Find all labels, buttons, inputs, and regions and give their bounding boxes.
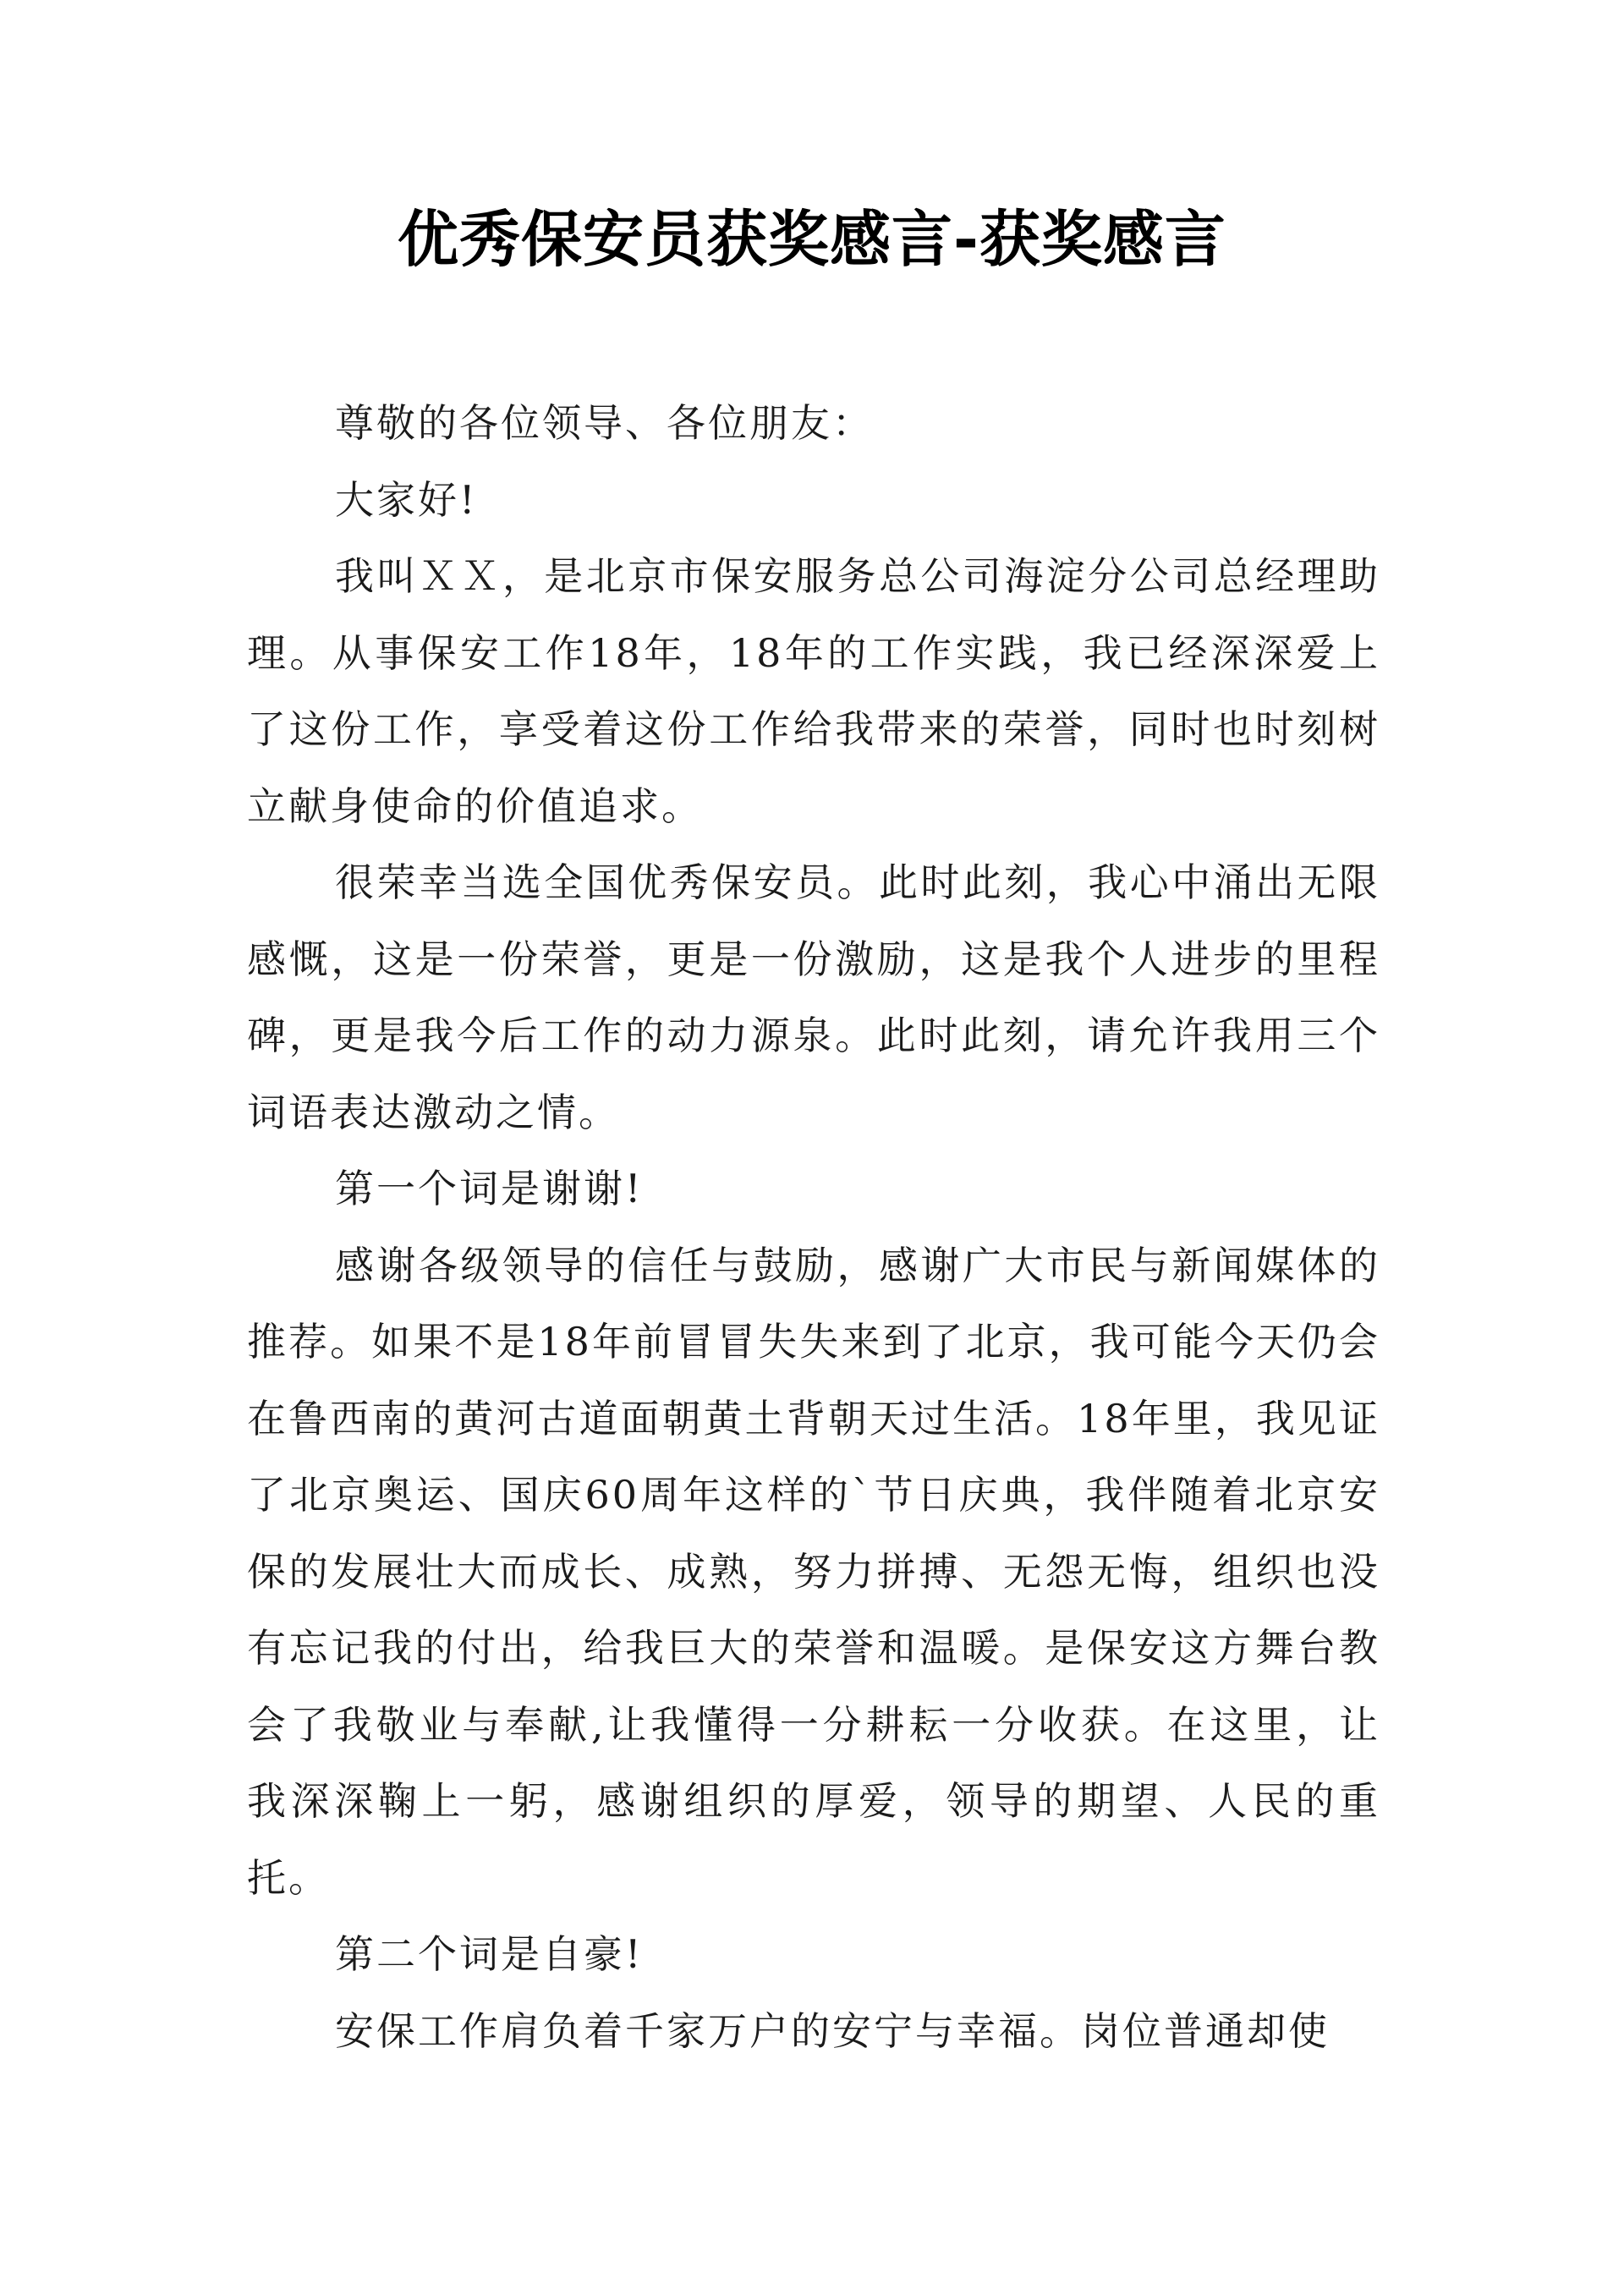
- paragraph-salutation: 尊敬的各位领导、各位朋友：: [335, 400, 874, 446]
- document-title: 优秀保安员获奖感言-获奖感言: [398, 204, 1226, 275]
- paragraph-honor: 很荣幸当选全国优秀保安员。此时此刻，我心中涌出无限感慨，这是一份荣誉，更是一份激励，这是我个人进步的里程碑，更是我今后工作的动力源泉。此时此刻，请允许我用三个词语表达激动之情。: [247, 859, 1380, 1135]
- paragraph-first-word-heading: 第一个词是谢谢!: [335, 1166, 644, 1211]
- paragraph-introduction: 我叫ＸＸ，是北京市保安服务总公司海淀分公司总经理助理。从事保安工作18年，18年的工作实践，我已经深深爱上了这份工作，享受着这份工作给我带来的荣誉，同时也时刻树立献身使命的价值追求。: [247, 553, 1380, 829]
- paragraph-second-word-heading: 第二个词是自豪!: [335, 1931, 644, 1977]
- paragraph-greeting: 大家好!: [335, 476, 478, 523]
- paragraph-gratitude: 感谢各级领导的信任与鼓励，感谢广大市民与新闻媒体的推荐。如果不是18年前冒冒失失来到了北京，我可能今天仍会在鲁西南的黄河古道面朝黄土背朝天过生活。18年里，我见证了北京奥运、国庆60周年这样的`节日庆典，我伴随着北京安保的发展壮大而成长、成熟，努力拼搏、无怨无悔，组织也没有忘记我的付出，给我巨大的荣誉和温暖。是保安这方舞台教会了我敬业与奉献,让我懂得一分耕耘一分收获。在这里，让我深深鞠上一躬，感谢组织的厚爱，领导的期望、人民的重托。: [247, 1242, 1380, 1901]
- document-body: [247, 385, 1380, 2069]
- paragraph-pride: 安保工作肩负着千家万户的安宁与幸福。岗位普通却使: [335, 2007, 1330, 2054]
